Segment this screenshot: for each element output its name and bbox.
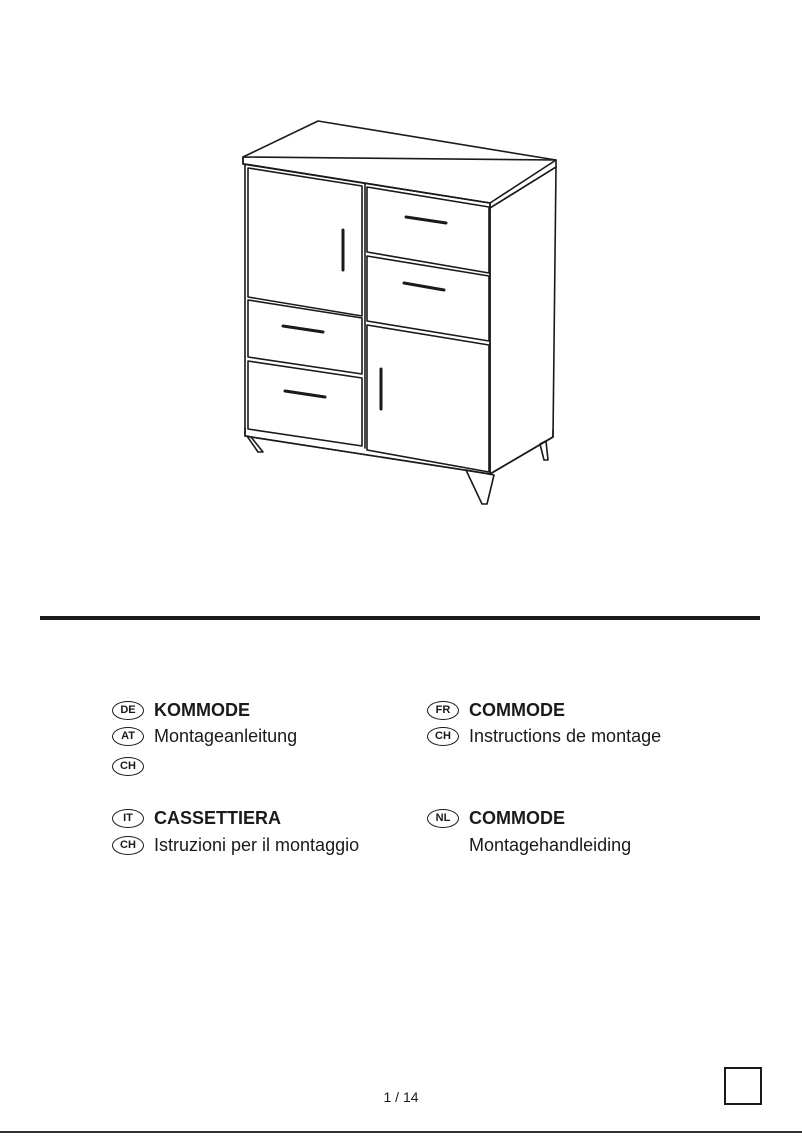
dresser-illustration xyxy=(0,0,802,560)
page-box xyxy=(724,1067,762,1105)
bottom-edge-line xyxy=(0,1131,802,1133)
section-fr xyxy=(427,699,727,759)
side-panel xyxy=(490,167,556,474)
leg-front-right xyxy=(466,470,494,504)
section-title: KOMMODE xyxy=(154,700,250,720)
drawer-handle-l2 xyxy=(285,391,325,397)
page-number: 1 / 14 xyxy=(383,1089,419,1105)
section-it xyxy=(112,807,412,867)
language-badge: IT xyxy=(112,809,144,828)
drawer-handle-r1 xyxy=(406,217,446,223)
language-badge: AT xyxy=(112,727,144,746)
left-drawer-2 xyxy=(248,361,362,446)
language-badge: CH xyxy=(112,836,144,855)
section-title: COMMODE xyxy=(469,700,565,720)
language-badge: FR xyxy=(427,701,459,720)
language-badge: CH xyxy=(427,727,459,746)
section-subtitle: Montagehandleiding xyxy=(469,835,632,855)
language-badge: CH xyxy=(112,757,144,776)
language-badge: DE xyxy=(112,701,144,720)
section-nl xyxy=(427,807,727,867)
section-de xyxy=(112,699,412,779)
section-subtitle: Instructions de montage xyxy=(469,726,662,746)
drawer-handle-r2 xyxy=(404,283,444,290)
leg-back-right xyxy=(540,441,548,460)
section-title: COMMODE xyxy=(469,808,565,828)
section-subtitle: Istruzioni per il montaggio xyxy=(154,835,360,855)
section-title: CASSETTIERA xyxy=(154,808,282,828)
left-upper-door xyxy=(248,168,362,316)
right-lower-door xyxy=(367,325,489,472)
language-badge: NL xyxy=(427,809,459,828)
section-subtitle: Montageanleitung xyxy=(154,726,298,746)
drawer-handle-l1 xyxy=(283,326,323,332)
divider-rule xyxy=(40,616,760,620)
top-back-edge xyxy=(243,121,556,160)
